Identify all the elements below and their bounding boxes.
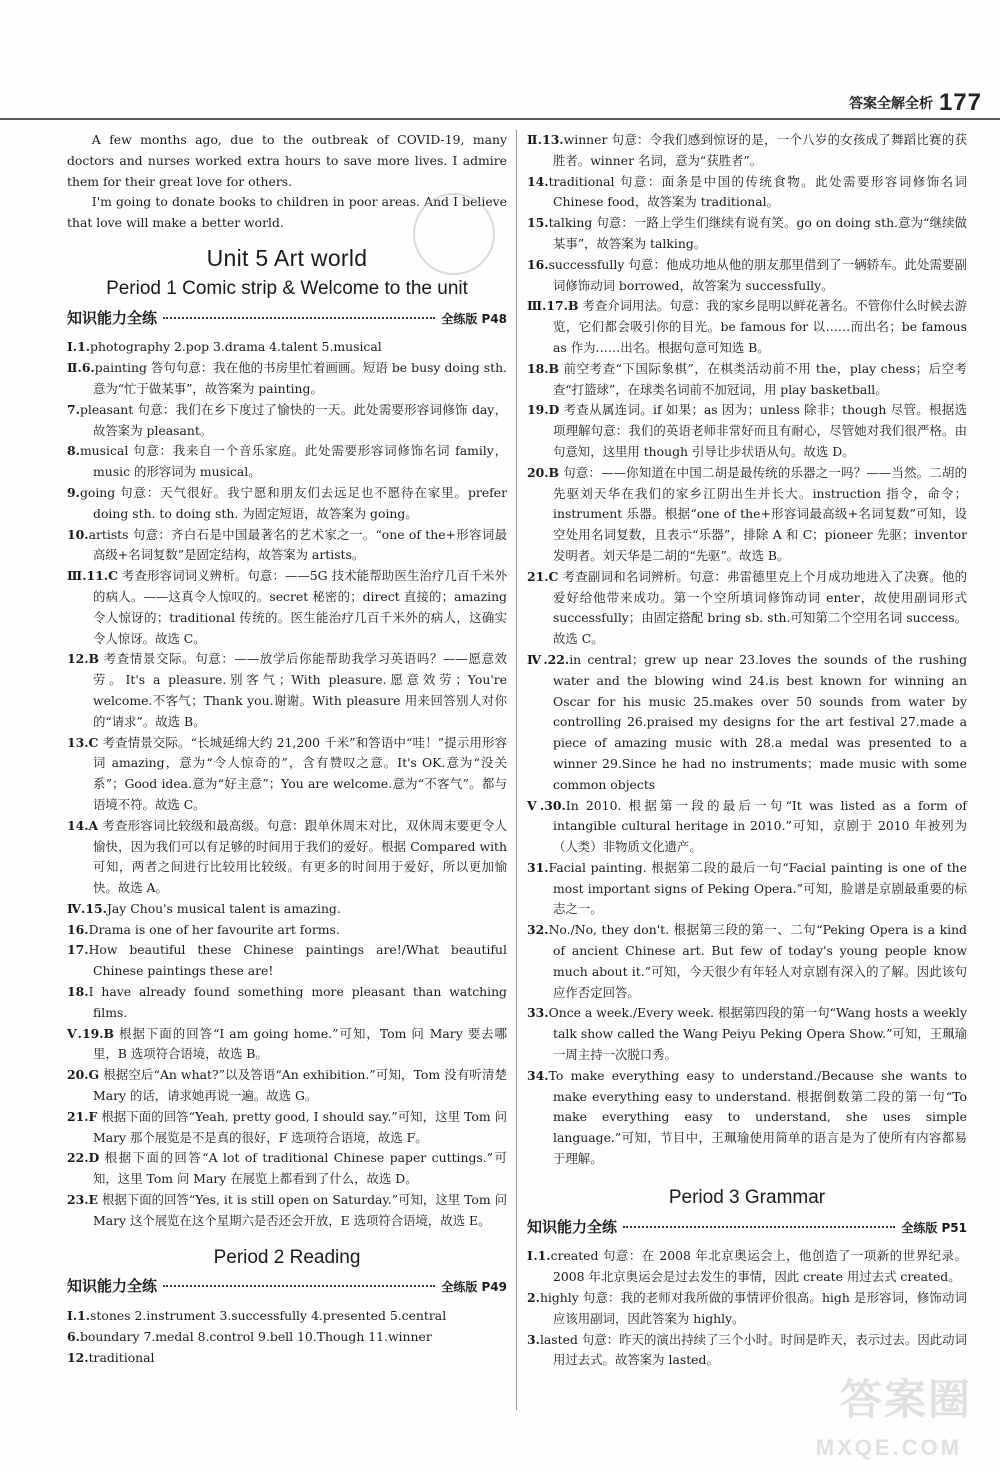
answer-item <box>527 1003 967 1065</box>
section-page-ref: 全练版 P51 <box>901 1220 967 1235</box>
header-rule <box>0 118 1000 120</box>
watermark-logo <box>712 1377 992 1467</box>
answer-item <box>67 649 507 732</box>
answer-item <box>67 358 507 400</box>
answer-text: in central；grew up near 23.loves the sounds of the rushing water and the blowing wind 24.is best known for winning an Oscar for his music 25.makes over 50 sounds from water by controlling 26.praised my designs for the art festival 27.made a piece of amazing music with 28.a medal was presented to a winner 29.Since he had no instruments；made music with some common objects <box>553 651 967 792</box>
answer-item <box>527 1330 967 1372</box>
section-page-ref: 全练版 P48 <box>441 311 507 326</box>
answer-text: Facial painting. 根据第二段的最后一句“Facial painting is one of the most important signs of Peking Opera.”可知，脸谱是京剧最重要的标志之一。 <box>548 859 967 917</box>
column-divider <box>516 130 517 1410</box>
answer-number: 7. <box>67 401 80 417</box>
answer-item <box>67 1148 507 1190</box>
dotted-leader <box>163 1285 435 1287</box>
answer-text: traditional <box>88 1349 155 1365</box>
answer-text: 根据下面的回答“Yes, it is still open on Saturday.”可知，这里 Tom 问 Mary 这个展览在这个星期六是否还会开放，E 选项符合语境，故选 E。 <box>93 1192 507 1228</box>
answer-text: Drama is one of her favourite art forms. <box>88 921 340 937</box>
section-header <box>67 1276 507 1298</box>
answer-text: Once a week./Every week. 根据第四段的第一句“Wang hosts a weekly talk show called the Wang Peiyu Peking Opera Show.”可知，王珮瑜一周主持一次脱口秀。 <box>548 1005 967 1063</box>
answer-number: 21.F <box>67 1108 98 1124</box>
answer-item <box>527 296 967 358</box>
answer-number: Ⅴ.19.B <box>67 1025 115 1041</box>
answer-text: 根据下面的回答“Yeah, pretty good, I should say.”可知，这里 Tom 问 Mary 那个展览是不是真的很好，F 选项符合语境，故选 F。 <box>93 1108 507 1145</box>
answer-item <box>527 463 967 567</box>
answer-item <box>67 1024 507 1066</box>
answer-text: traditional 句意：面条是中国的传统食物。此处需要形容词修饰名词 Chinese food，故答案为 traditional。 <box>548 173 967 210</box>
dotted-leader <box>623 1226 895 1228</box>
answer-item <box>67 733 507 816</box>
answer-item <box>67 899 507 920</box>
answer-list <box>527 130 967 1170</box>
answer-item <box>67 940 507 982</box>
answer-item <box>527 400 967 462</box>
answer-item <box>67 1348 507 1369</box>
answer-text: 考查介词用法。句意：我的家乡昆明以鲜花著名。不管你什么时候去游览，它们都会吸引你的目光。be famous for 以……而出名；be famous as 作为……出名。根据句意可知选 B。 <box>553 298 967 355</box>
answer-number: 13.C <box>67 734 99 750</box>
answer-number: Ⅴ.30. <box>527 797 566 813</box>
answer-text: 根据下面的回答“I am going home.”可知，Tom 问 Mary 要去哪里，B 选项符合语境，故选 B。 <box>93 1025 507 1062</box>
period-title: Period 3 Grammar <box>668 1186 826 1208</box>
answer-text: boundary 7.medal 8.control 9.bell 10.Though 11.winner <box>79 1329 432 1345</box>
answer-text: 考查从属连词。if 如果；as 因为；unless 除非；though 尽管。根据选项理解句意：我们的英语老师非常好而且有耐心，尽管她对我们很严格。由句意知，这里用 though 引导让步状语从句。故选 D。 <box>553 402 967 459</box>
watermark-url: MXQE.COM <box>815 1435 962 1460</box>
answer-item <box>67 525 507 567</box>
answer-text: stones 2.instrument 3.successfully 4.presented 5.central <box>90 1308 447 1324</box>
stamp-seal-image <box>413 193 495 275</box>
answer-text: 前空考查“下国际象棋”，在棋类活动前不用 the，play chess；后空考查“打篮球”，在球类名词前不加冠词，用 play basketball。 <box>553 360 967 397</box>
answer-text: 考查形容词比较级和最高级。句意：跟单休周末对比，双休周末要更令人愉快，因为我们可以有足够的时间用于我们的爱好。根据 Compared with 可知，两者之间进行比较用比较级。有更多的时间用于爱好，所以更加愉快。故选 A。 <box>93 817 507 896</box>
answer-number: 2. <box>527 1290 540 1306</box>
answer-text: highly 句意：我的老师对我所做的事情评价很高。high 是形容词，修饰动词应该用副词，因此答案为 highly。 <box>539 1290 967 1326</box>
answer-number: 23.E <box>67 1192 99 1208</box>
answer-text: I have already found something more pleasant than watching films. <box>88 984 507 1020</box>
answer-item <box>67 1190 507 1232</box>
answer-text: 考查情景交际。“长城延绵大约 21,200 千米”和答语中“哇！”提示用形容词 amazing，意为“令人惊奇的”，含有赞叹之意。It's OK.意为“没关系”；Good idea.意为“好主意”；You are welcome.意为“不客气”。都与语境不符。故选 C。 <box>93 734 507 812</box>
answer-number: 32. <box>527 922 549 938</box>
answer-item <box>67 1107 507 1149</box>
watermark-logo-text: 答案圈 <box>839 1375 972 1424</box>
answer-number: Ⅰ.1. <box>527 1248 551 1264</box>
period-title: Period 2 Reading <box>213 1246 361 1268</box>
answer-number: 9. <box>67 484 80 500</box>
answer-item <box>527 1066 967 1170</box>
answer-item <box>67 1306 507 1327</box>
answer-number: 20.G <box>67 1067 100 1083</box>
answer-item <box>527 255 967 297</box>
answer-number: 15. <box>527 215 549 231</box>
answer-number: Ⅳ.22. <box>527 651 570 667</box>
answer-list <box>67 1306 507 1368</box>
page-header <box>849 88 982 118</box>
left-column <box>67 130 507 1369</box>
answer-text: winner 句意：令我们感到惊讶的是，一个八岁的女孩成了舞蹈比赛的获胜者。winner 名词，意为“获胜者”。 <box>553 132 967 168</box>
answer-number: 16. <box>527 256 549 272</box>
answer-item <box>67 483 507 525</box>
unit-title: Unit 5 Art world <box>206 244 368 271</box>
answer-item <box>67 1065 507 1107</box>
answer-text: pleasant 句意：我们在乡下度过了愉快的一天。此处需要形容词修饰 day，故答案为 pleasant。 <box>79 401 507 438</box>
answer-number: Ⅰ.1. <box>67 1308 91 1324</box>
answer-text: successfully 句意：他成功地从他的朋友那里借到了一辆轿车。此处需要副词修饰动词 borrowed，故答案为 successfully。 <box>548 256 967 293</box>
answer-item <box>527 650 967 796</box>
answer-text: going 句意：天气很好。我宁愿和朋友们去远足也不愿待在家里。prefer doing sth. to doing sth. 为固定短语，故答案为 going。 <box>79 484 507 521</box>
answer-item <box>67 982 507 1024</box>
answer-text: created 句意：在 2008 年北京奥运会上，他创造了一项新的世界纪录。2008 年北京奥运会是过去发生的事情，因此 create 用过去式 created。 <box>550 1248 967 1285</box>
answer-text: 根据空后“An what?”以及答语“An exhibition.”可知，Tom 没有听清楚 Mary 的话，请求她再说一遍。故选 G。 <box>93 1067 507 1104</box>
answer-number: 3. <box>527 1331 540 1347</box>
right-column <box>527 130 967 1371</box>
intro-paragraph: A few months ago, due to the outbreak of COVID-19, many doctors and nurses worked extra hours to save more lives. I admire them for their great love for others. <box>67 132 507 189</box>
answer-item <box>527 130 967 172</box>
answer-number: 34. <box>527 1067 549 1083</box>
dotted-leader <box>163 317 435 319</box>
section-page-ref: 全练版 P49 <box>441 1280 507 1295</box>
answer-number: 8. <box>67 443 80 459</box>
answer-item <box>527 1246 967 1288</box>
intro-paragraph: I'm going to donate books to children in poor areas. And I believe that love will make a better world. <box>67 194 507 231</box>
answer-item <box>527 359 967 401</box>
answer-text: 考查形容词词义辨析。句意：——5G 技术能帮助医生治疗几百千米外的病人。——这真令人惊叹的。secret 秘密的；direct 直接的；amazing 令人惊讶的；traditional 传统的。医生能治疗几百千米外的病人，这确实令人惊讶。故选 C。 <box>93 568 507 646</box>
answer-item <box>527 1288 967 1330</box>
answer-text: To make everything easy to understand./Because she wants to make everything easy to understand. 根据倒数第二段的第一句“To make everything easy to understand, she uses simple language.”可知，节目中，王珮瑜使用简单的语言是为了使所有内容都易于理解。 <box>548 1067 967 1167</box>
answer-item <box>67 441 507 483</box>
header-title: 答案全解全析 <box>848 96 933 112</box>
answer-number: 12.B <box>67 651 100 667</box>
answer-number: 19.D <box>527 402 560 418</box>
answer-number: 10. <box>67 526 89 542</box>
answer-number: 14. <box>527 173 549 189</box>
answer-item <box>67 816 507 899</box>
answer-text: talking 句意：一路上学生们继续有说有笑。go on doing sth.意为“继续做某事”，故答案为 talking。 <box>548 215 967 251</box>
section-label: 知识能力全练 <box>67 308 158 327</box>
section-header <box>527 1217 967 1239</box>
answer-item <box>67 337 507 358</box>
answer-text: 考查副词和名词辨析。句意：弗雷德里克上个月成功地进入了决赛。他的爱好给他带来成功。第一个空所填词修饰动词 enter，故使用副词形式 successfully；由固定搭配 bring sb. sth.可知第二个空用名词 success。故选 C。 <box>553 568 967 647</box>
answer-number: 20.B <box>527 464 560 480</box>
answer-item <box>527 920 967 1003</box>
answer-text: musical 句意：我来自一个音乐家庭。此处需要形容词修饰名词 family，music 的形容词为 musical。 <box>79 443 507 480</box>
answer-number: Ⅱ.13. <box>527 132 564 147</box>
answer-number: Ⅳ.15. <box>67 900 107 916</box>
answer-text: In 2010. 根据第一段的最后一句“It was listed as a form of intangible cultural heritage in 2010.”可知，京剧于 2010 年被列为（人类）非物质文化遗产。 <box>553 797 968 855</box>
answer-text: How beautiful these Chinese paintings are!/What beautiful Chinese paintings these are! <box>88 942 507 979</box>
answer-text: artists 句意：齐白石是中国最著名的艺术家之一。“one of the+形容词最高级+名词复数”是固定结构，故答案为 artists。 <box>88 526 507 563</box>
answer-number: 14.A <box>67 817 99 833</box>
answer-item <box>527 796 967 858</box>
answer-number: 22.D <box>67 1150 100 1166</box>
answer-item <box>527 213 967 255</box>
answer-text: painting 答句句意：我在他的书房里忙着画画。短语 be busy doing sth.意为“忙于做某事”，故答案为 painting。 <box>93 360 507 396</box>
answer-number: 16. <box>67 921 89 937</box>
answer-number: Ⅲ.11.C <box>67 568 118 584</box>
answer-number: 21.C <box>527 568 559 584</box>
answer-number: Ⅱ.6. <box>67 360 95 376</box>
answer-text: lasted 句意：昨天的演出持续了三个小时。时间是昨天，表示过去。因此动词用过去式。故答案为 lasted。 <box>539 1331 967 1368</box>
answer-text: No./No, they don't. 根据第三段的第一、二句“Peking Opera is a kind of ancient Chinese art. But few of today's young people know much about it.”可知，今天很少有年轻人对京剧有深入的了解。因此该句应作否定回答。 <box>548 922 967 1000</box>
answer-item <box>67 1327 507 1348</box>
answer-text: 句意：——你知道在中国二胡是最传统的乐器之一吗？——当然。二胡的先驱刘天华在我们的家乡江阴出生并长大。instruction 指令，命令；instrument 乐器。根据“one of the+形容词最高级+名词复数”可知，设空处用名词复数，且表示“乐器”，排除 A 和 C；pioneer 先驱；inventor 发明者。刘天华是二胡的“先驱”。故选 B。 <box>553 464 967 563</box>
answer-list <box>67 337 507 1231</box>
answer-number: 33. <box>527 1005 549 1021</box>
answer-item <box>67 400 507 442</box>
section-label: 知识能力全练 <box>67 1277 158 1296</box>
answer-text: 根据下面的回答“A lot of traditional Chinese paper cuttings.”可知，这里 Tom 问 Mary 在展览上都看到了什么，故选 D。 <box>93 1150 507 1187</box>
answer-number: 18. <box>67 984 89 1000</box>
answer-item <box>67 566 507 649</box>
answer-text: 考查情景交际。句意：——放学后你能帮助我学习英语吗？——愿意效劳。It's a pleasure.别客气；With pleasure.愿意效劳；You're welcome.不客气；Thank you.谢谢。With pleasure 用来回答别人对你的“请求”。故选 B。 <box>93 651 507 729</box>
answer-number: 17. <box>67 942 89 958</box>
answer-number: Ⅲ.17.B <box>527 298 579 314</box>
answer-item <box>67 920 507 941</box>
page-number: 177 <box>938 89 982 116</box>
answer-item <box>527 567 967 650</box>
period-title: Period 1 Comic strip & Welcome to the unit <box>106 277 468 299</box>
answer-number: 31. <box>527 859 549 875</box>
answer-list <box>527 1246 967 1371</box>
answer-item <box>527 858 967 920</box>
answer-number: 18.B <box>527 360 560 376</box>
answer-item <box>527 172 967 214</box>
section-label: 知识能力全练 <box>527 1217 618 1236</box>
answer-text: photography 2.pop 3.drama 4.talent 5.musical <box>90 339 382 355</box>
section-header <box>67 308 507 330</box>
answer-text: Jay Chou's musical talent is amazing. <box>106 900 341 916</box>
answer-number: 12. <box>67 1349 89 1365</box>
answer-number: 6. <box>67 1329 80 1345</box>
answer-number: Ⅰ.1. <box>67 339 91 355</box>
